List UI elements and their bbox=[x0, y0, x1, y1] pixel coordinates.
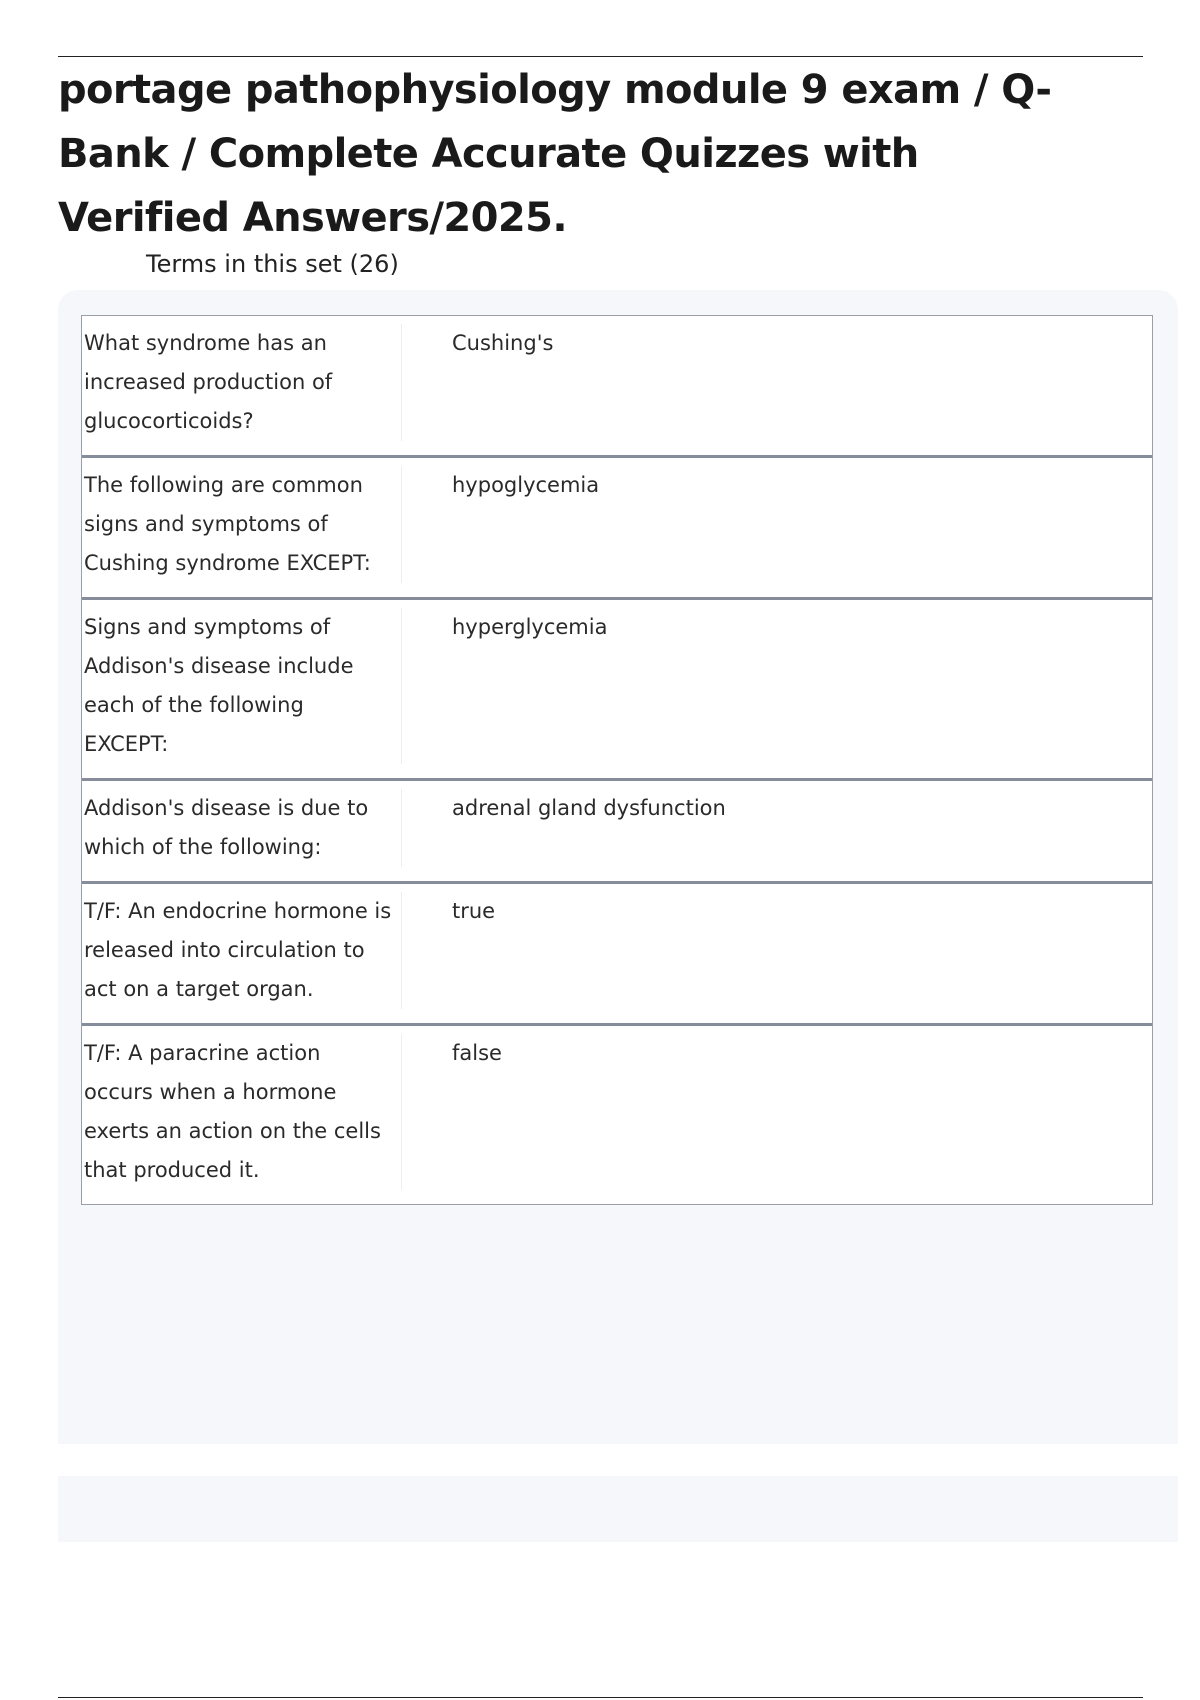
top-rule bbox=[58, 56, 1143, 57]
card-definition: adrenal gland dysfunction bbox=[452, 796, 726, 820]
card-term: T/F: An endocrine hormone is released into circulation to act on a target organ. bbox=[82, 892, 402, 1009]
card-term: What syndrome has an increased production of glucocorticoids? bbox=[82, 324, 402, 441]
flashcard-row[interactable] bbox=[82, 1023, 1152, 1204]
card-term: Addison's disease is due to which of the following: bbox=[82, 789, 402, 867]
card-definition: hypoglycemia bbox=[452, 473, 600, 497]
card-term: Signs and symptoms of Addison's disease include each of the following EXCEPT: bbox=[82, 608, 402, 764]
flashcard-row[interactable] bbox=[82, 316, 1152, 455]
card-term: The following are common signs and symptoms of Cushing syndrome EXCEPT: bbox=[82, 466, 402, 583]
lower-panel bbox=[58, 1476, 1178, 1542]
flashcard-row[interactable] bbox=[82, 778, 1152, 881]
terms-count: Terms in this set (26) bbox=[146, 250, 399, 278]
flashcard-row[interactable] bbox=[82, 597, 1152, 778]
card-definition: Cushing's bbox=[452, 331, 554, 355]
bottom-rule bbox=[58, 1697, 1143, 1698]
flashcard-row[interactable] bbox=[82, 455, 1152, 597]
page-title: portage pathophysiology module 9 exam / Q-Bank / Complete Accurate Quizzes with Verified Answers/2025. bbox=[58, 67, 1052, 241]
card-term: T/F: A paracrine action occurs when a hormone exerts an action on the cells that produced it. bbox=[82, 1034, 402, 1190]
card-definition: hyperglycemia bbox=[452, 615, 608, 639]
flashcard-row[interactable] bbox=[82, 881, 1152, 1023]
flashcard-list bbox=[81, 315, 1153, 1205]
card-definition: true bbox=[452, 899, 496, 923]
card-definition: false bbox=[452, 1041, 502, 1065]
